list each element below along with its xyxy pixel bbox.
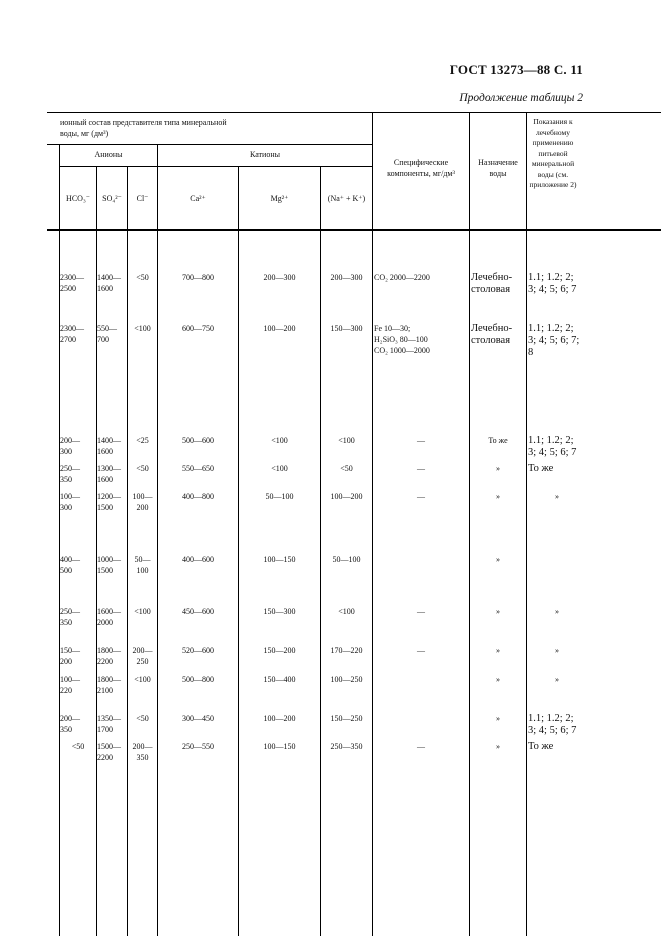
cell-specific: — — [417, 492, 425, 501]
cell-mg: 150—400 — [263, 675, 296, 684]
cell-specific: — — [417, 464, 425, 473]
header-purpose: Назначение воды — [478, 158, 518, 178]
header-anions: Анионы — [94, 150, 123, 159]
cell-mg: 100—150 — [263, 742, 296, 751]
cell-purpose: » — [496, 675, 500, 684]
cell-hco3: 400— 500 — [60, 555, 80, 575]
cell-nak: 170—220 — [330, 646, 363, 655]
header-cl: Cl⁻ — [136, 194, 149, 203]
cell-cl: <50 — [136, 714, 149, 723]
header-mg: Mg²⁺ — [270, 194, 289, 203]
cell-so4: 1600— 2000 — [97, 607, 121, 627]
cell-cl: 200— 350 — [132, 742, 153, 762]
cell-ind: То же — [528, 463, 554, 474]
cell-purpose: Лечебно- столовая — [471, 272, 513, 295]
cell-cl: 100— 200 — [132, 492, 153, 512]
cell-specific: Fe 10—30; H₂SiO₃ 80—100 CO₂ 1000—2000 — [374, 324, 430, 355]
cell-nak: <100 — [338, 436, 355, 445]
cell-purpose: То же — [488, 436, 508, 445]
col-divider — [469, 112, 470, 936]
cell-mg: 100—200 — [263, 324, 296, 333]
cell-ind: 1.1; 1.2; 2; 3; 4; 5; 6; 7 — [528, 435, 577, 458]
cell-specific: — — [417, 742, 425, 751]
cell-cl: <50 — [136, 273, 149, 282]
cell-nak: 150—300 — [330, 324, 363, 333]
cell-so4: 1800— 2200 — [97, 646, 121, 666]
cell-cl: <50 — [136, 464, 149, 473]
cell-mg: 50—100 — [265, 492, 294, 501]
cell-purpose: » — [496, 646, 500, 655]
anions-cations-rule — [47, 144, 372, 145]
cell-nak: 150—250 — [330, 714, 363, 723]
cell-ind: 1.1; 1.2; 2; 3; 4; 5; 6; 7 — [528, 272, 577, 295]
cell-ind: 1.1; 1.2; 2; 3; 4; 5; 6; 7 — [528, 713, 577, 736]
cell-ind: То же — [528, 741, 554, 752]
header-indications: Показания к лечебному применению питьевой минеральной воды (см. приложение 2) — [529, 117, 577, 189]
cell-ca: 600—750 — [182, 324, 214, 333]
cell-hco3: 200— 300 — [60, 436, 80, 456]
cell-hco3: 2300— 2700 — [60, 324, 84, 344]
header-cations: Катионы — [249, 150, 280, 159]
cell-mg: <100 — [271, 436, 288, 445]
cell-purpose: » — [496, 714, 500, 723]
cell-purpose: » — [496, 742, 500, 751]
col-divider — [372, 112, 373, 936]
header-bottom-rule — [47, 229, 661, 231]
cell-hco3: 250— 350 — [60, 464, 80, 484]
cell-specific: — — [417, 607, 425, 616]
cell-ind: » — [555, 646, 559, 655]
cell-ca: 400—800 — [182, 492, 214, 501]
subgroup-rule — [59, 166, 372, 167]
cell-mg: <100 — [271, 464, 288, 473]
cell-ca: 450—600 — [182, 607, 214, 616]
cell-purpose: » — [496, 555, 500, 564]
cell-purpose: Лечебно- столовая — [471, 323, 513, 346]
cell-so4: 1000— 1500 — [97, 555, 121, 575]
header-hco3: HCO₃⁻ — [66, 194, 90, 203]
cell-nak: 100—250 — [330, 675, 363, 684]
cell-nak: 250—350 — [330, 742, 363, 751]
cell-cl: <25 — [136, 436, 149, 445]
cell-nak: 100—200 — [330, 492, 363, 501]
header-so4: SO₄²⁻ — [102, 194, 122, 203]
cell-so4: 550— 700 — [97, 324, 117, 344]
cell-mg: 150—300 — [263, 607, 296, 616]
cell-nak: 200—300 — [330, 273, 363, 282]
cell-so4: 1400— 1600 — [97, 436, 121, 456]
cell-so4: 1300— 1600 — [97, 464, 121, 484]
cell-ca: 520—600 — [182, 646, 214, 655]
cell-mg: 100—200 — [263, 714, 296, 723]
cell-mg: 200—300 — [263, 273, 296, 282]
cell-so4: 1200— 1500 — [97, 492, 121, 512]
cell-ca: 500—600 — [182, 436, 214, 445]
cell-specific: — — [417, 646, 425, 655]
cell-purpose: » — [496, 607, 500, 616]
cell-ca: 400—600 — [182, 555, 214, 564]
cell-so4: 1500— 2200 — [97, 742, 121, 762]
col-divider — [157, 144, 158, 936]
table-continuation-label: Продолжение таблицы 2 — [459, 92, 583, 104]
cell-ca: 300—450 — [182, 714, 214, 723]
cell-mg: 100—150 — [263, 555, 296, 564]
cell-so4: 1350— 1700 — [97, 714, 121, 734]
page-header: ГОСТ 13273—88 С. 11 — [449, 62, 583, 77]
cell-ind: » — [555, 492, 559, 501]
header-ionic-composition: ионный состав представителя типа минеральной воды, мг (дм³) — [60, 118, 227, 138]
cell-purpose: » — [496, 464, 500, 473]
cell-nak: <100 — [338, 607, 355, 616]
cell-specific: — — [417, 436, 425, 445]
header-specific-components: Специфические компоненты, мг/дм³ — [387, 158, 455, 178]
cell-ind: » — [555, 675, 559, 684]
cell-mg: 150—200 — [263, 646, 296, 655]
col-divider — [526, 112, 527, 936]
cell-nak: 50—100 — [332, 555, 361, 564]
cell-ind: » — [555, 607, 559, 616]
cell-ind: 1.1; 1.2; 2; 3; 4; 5; 6; 7; 8 — [528, 323, 580, 358]
cell-so4: 1800— 2100 — [97, 675, 121, 695]
cell-nak: <50 — [340, 464, 353, 473]
cell-hco3: <50 — [71, 742, 85, 751]
cell-purpose: » — [496, 492, 500, 501]
cell-ca: 550—650 — [182, 464, 214, 473]
col-divider — [59, 144, 60, 936]
cell-hco3: 100— 220 — [60, 675, 80, 695]
cell-so4: 1400— 1600 — [97, 273, 121, 293]
cell-hco3: 250— 350 — [60, 607, 80, 627]
cell-cl: <100 — [134, 607, 151, 616]
cell-ca: 700—800 — [182, 273, 214, 282]
cell-ca: 500—800 — [182, 675, 214, 684]
cell-hco3: 2300— 2500 — [60, 273, 84, 293]
cell-cl: <100 — [134, 675, 151, 684]
cell-cl: 50— 100 — [134, 555, 151, 575]
cell-ca: 250—550 — [182, 742, 214, 751]
table-top-rule — [47, 112, 661, 113]
cell-hco3: 200— 350 — [60, 714, 80, 734]
cell-cl: 200— 250 — [132, 646, 153, 666]
cell-hco3: 150— 200 — [60, 646, 80, 666]
cell-hco3: 100— 300 — [60, 492, 80, 512]
header-na-k: (Na⁺ + K⁺) — [327, 194, 366, 203]
cell-cl: <100 — [134, 324, 151, 333]
header-ca: Ca²⁺ — [190, 194, 206, 203]
cell-specific: CO₂ 2000—2200 — [374, 273, 430, 282]
